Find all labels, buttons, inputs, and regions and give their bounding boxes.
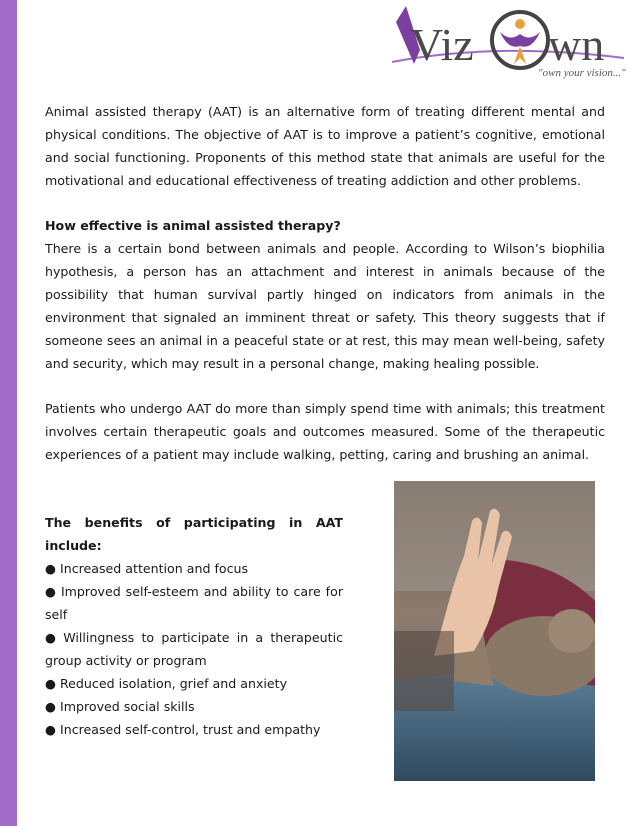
shadow-left xyxy=(394,631,454,711)
benefit-item xyxy=(45,580,343,626)
vizown-logo xyxy=(388,2,628,82)
logo-text-right: wn xyxy=(548,19,605,70)
section-heading: How effective is animal assisted therapy? xyxy=(45,218,341,233)
logo-figure-body xyxy=(514,46,526,64)
logo-figure-head xyxy=(515,19,525,29)
benefit-text: Willingness to participate in a therapeutic group activity or program xyxy=(45,630,343,668)
bullet-icon: ● xyxy=(45,676,56,691)
benefit-item xyxy=(45,626,343,672)
benefits-section xyxy=(45,511,343,741)
therapy-paragraph: Patients who undergo AAT do more than simply spend time with animals; this treatment involves certain therapeutic goals and outcomes measured. Some of the therapeutic experiences of a patient may include walking, petting, caring and brushing an animal. xyxy=(45,401,605,462)
cat-high-five-photo xyxy=(394,481,595,781)
bullet-icon: ● xyxy=(45,561,56,576)
benefit-text: Improved self-esteem and ability to care for self xyxy=(45,584,343,622)
intro-paragraph: Animal assisted therapy (AAT) is an alternative form of treating different mental and physical conditions. The objective of AAT is to improve a patient’s cognitive, emotional and social functioning. Proponents of this method state that animals are useful for the motivational and educational effectiveness of treating addiction and other problems. xyxy=(45,104,605,188)
article-body xyxy=(45,100,605,466)
benefits-heading: The benefits of participating in AAT include: xyxy=(45,515,343,553)
benefit-item xyxy=(45,672,343,695)
cat-head xyxy=(548,609,595,653)
bullet-icon: ● xyxy=(45,584,57,599)
logo-text-left: Viz xyxy=(410,19,474,70)
bullet-icon: ● xyxy=(45,722,56,737)
photo-illustration xyxy=(394,481,595,781)
benefit-text: Increased self-control, trust and empathy xyxy=(60,722,321,737)
benefits-list xyxy=(45,557,343,741)
benefit-text: Reduced isolation, grief and anxiety xyxy=(60,676,288,691)
logo-tagline: "own your vision..." xyxy=(538,67,626,79)
biophilia-paragraph: There is a certain bond between animals and people. According to Wilson’s biophilia hypothesis, a person has an attachment and interest in animals because of the possibility that human survival partly hinged on indicators from animals in the environment that signaled an imminent threat or safety. This theory suggests that if someone sees an animal in a peaceful state or at rest, this may mean well-being, safety and security, which may result in a personal change, making healing possible. xyxy=(45,241,605,371)
benefit-text: Improved social skills xyxy=(60,699,195,714)
benefit-item xyxy=(45,695,343,718)
benefit-text: Increased attention and focus xyxy=(60,561,249,576)
left-accent-bar xyxy=(0,0,17,826)
bullet-icon: ● xyxy=(45,630,60,645)
bullet-icon: ● xyxy=(45,699,56,714)
logo-graphic xyxy=(388,2,628,82)
benefit-item xyxy=(45,557,343,580)
benefit-item xyxy=(45,718,343,741)
logo-figure-arms xyxy=(500,32,540,47)
